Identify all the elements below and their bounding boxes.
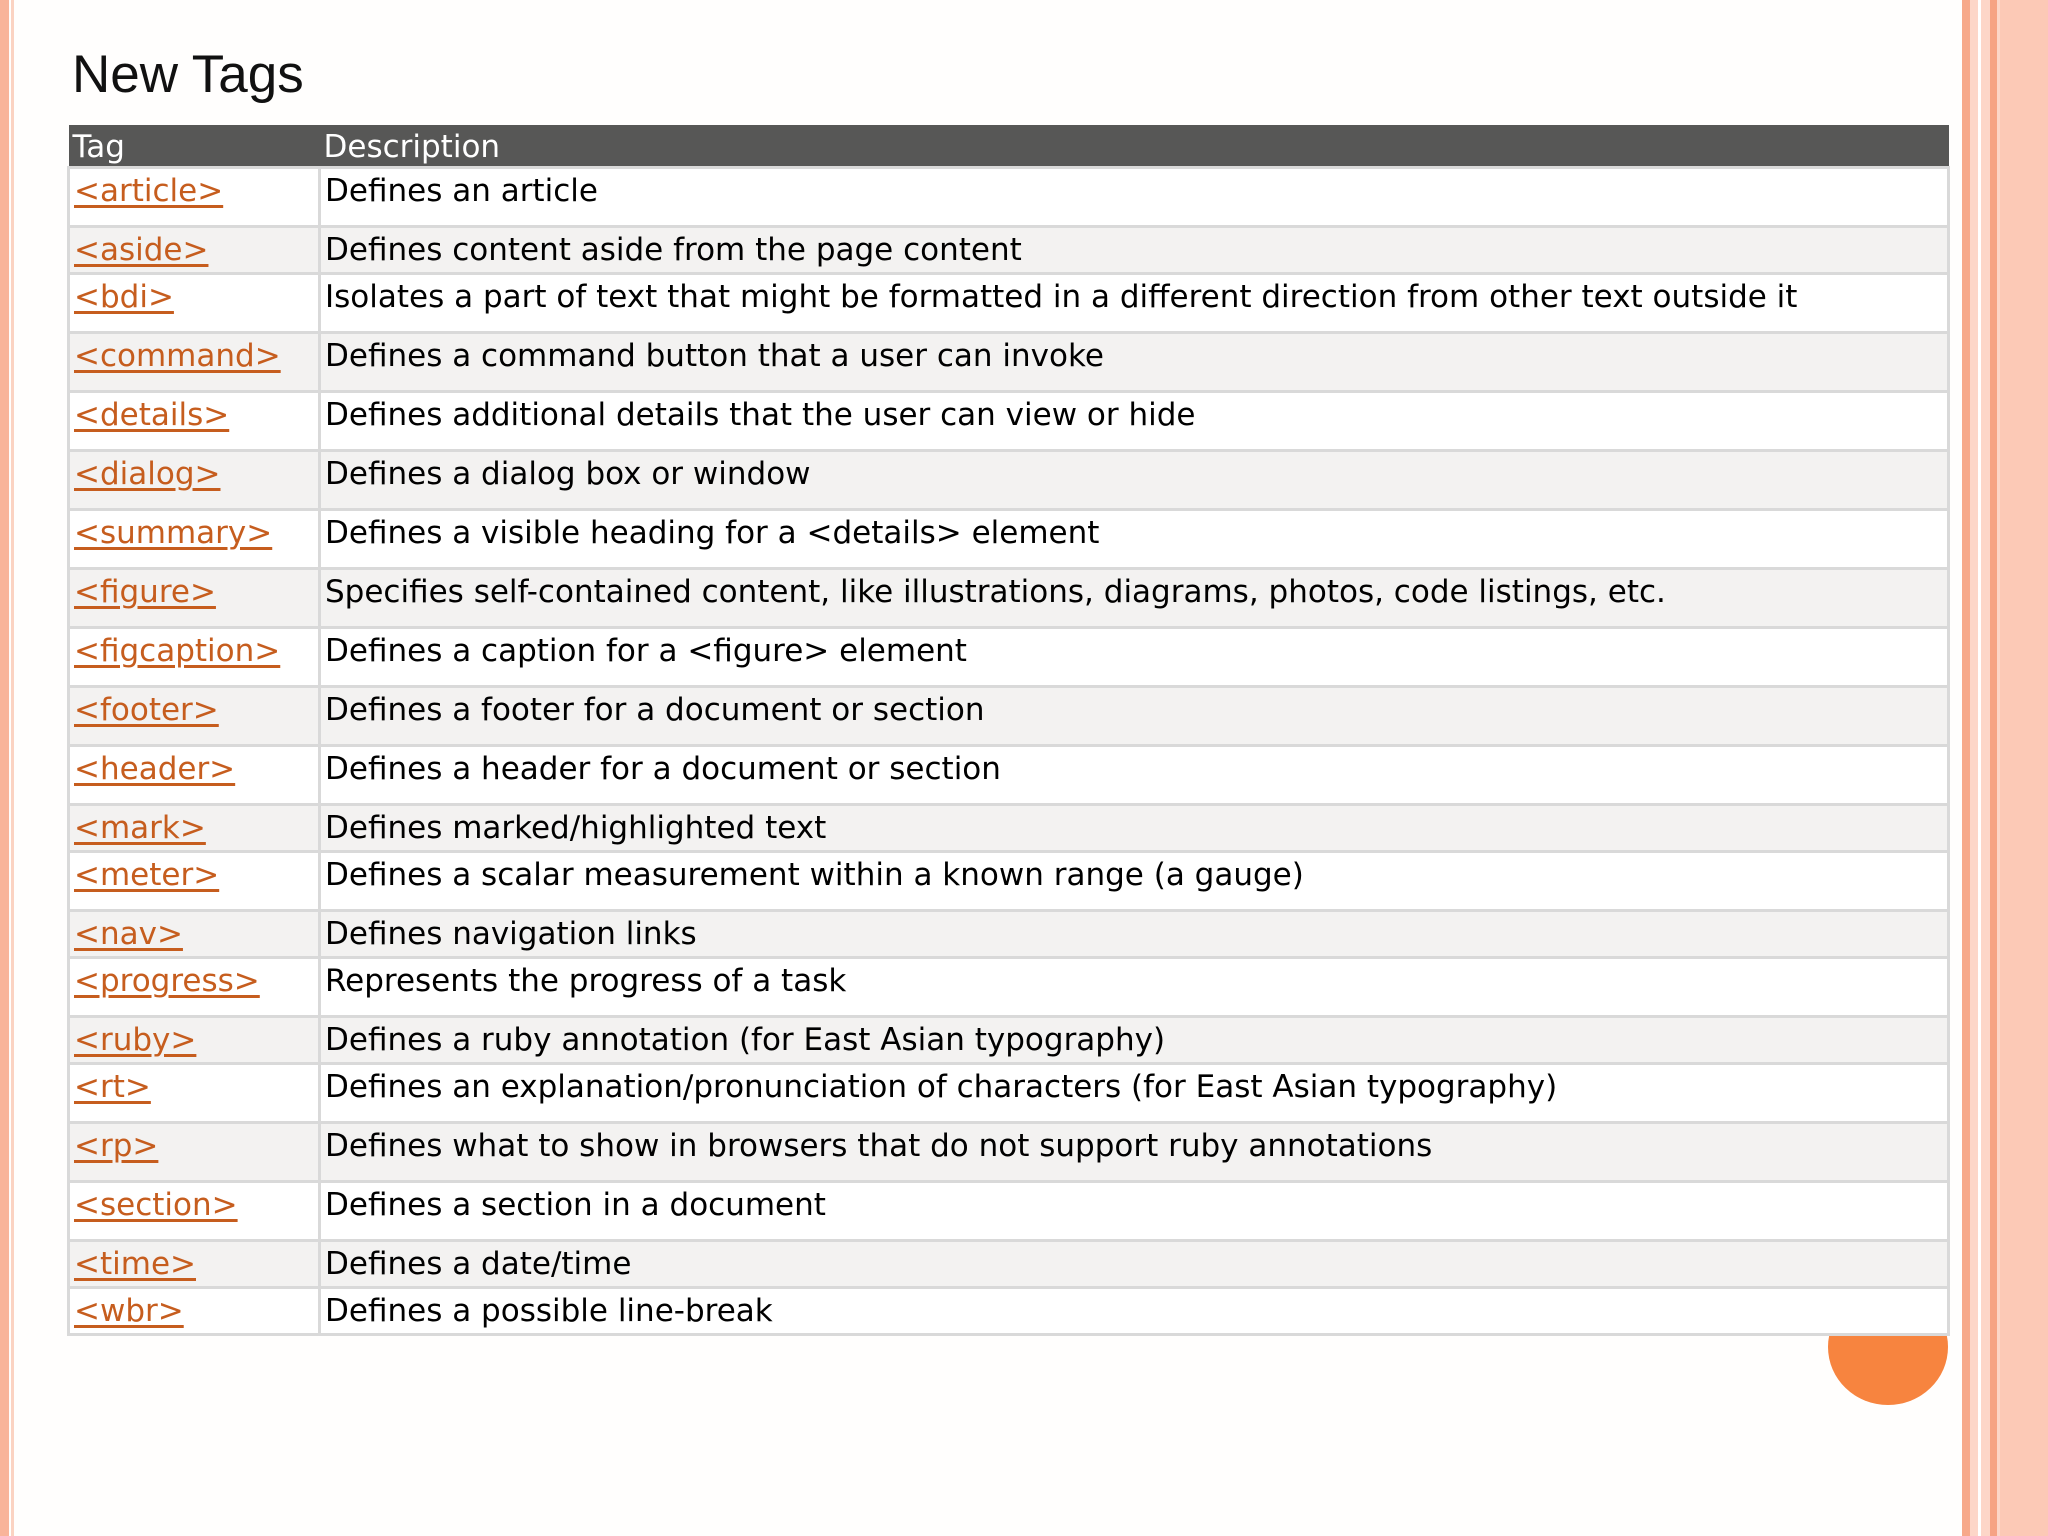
tag-cell: [69, 1123, 320, 1182]
table-row: [69, 392, 1949, 451]
right-decorative-stripe: [1978, 0, 1981, 1536]
description-cell: Defines a header for a document or section: [320, 746, 1949, 805]
table-row: [69, 958, 1949, 1017]
description-cell: Defines additional details that the user can view or hide: [320, 392, 1949, 451]
tag-link[interactable]: <time>: [74, 1246, 196, 1282]
table-row: [69, 911, 1949, 958]
tag-cell: [69, 1064, 320, 1123]
description-cell: Defines a ruby annotation (for East Asian typography): [320, 1017, 1949, 1064]
tag-link[interactable]: <ruby>: [74, 1022, 197, 1058]
right-decorative-stripe: [1990, 0, 1997, 1536]
tag-link[interactable]: <command>: [74, 338, 281, 374]
table-row: [69, 852, 1949, 911]
tag-cell: [69, 1288, 320, 1335]
table-row: [69, 333, 1949, 392]
tag-link[interactable]: <article>: [74, 173, 224, 209]
description-cell: Represents the progress of a task: [320, 958, 1949, 1017]
description-cell: Defines a date/time: [320, 1241, 1949, 1288]
left-decorative-border-inner: [11, 0, 14, 1536]
column-header-tag: Tag: [69, 125, 320, 168]
tag-link[interactable]: <footer>: [74, 692, 219, 728]
description-cell: Defines a command button that a user can invoke: [320, 333, 1949, 392]
tag-cell: [69, 333, 320, 392]
tag-cell: [69, 687, 320, 746]
description-cell: Defines navigation links: [320, 911, 1949, 958]
table-row: [69, 687, 1949, 746]
tag-cell: [69, 392, 320, 451]
tag-cell: [69, 628, 320, 687]
description-cell: Defines an article: [320, 168, 1949, 227]
tag-link[interactable]: <wbr>: [74, 1293, 184, 1329]
tag-link[interactable]: <figcaption>: [74, 633, 281, 669]
table-row: [69, 451, 1949, 510]
column-header-description: Description: [320, 125, 1949, 168]
description-cell: Isolates a part of text that might be formatted in a different direction from other text outside it: [320, 274, 1949, 333]
tag-link[interactable]: <bdi>: [74, 279, 174, 315]
tag-link[interactable]: <details>: [74, 397, 230, 433]
tag-link[interactable]: <section>: [74, 1187, 238, 1223]
tag-link[interactable]: <rp>: [74, 1128, 159, 1164]
tag-cell: [69, 510, 320, 569]
left-decorative-border: [0, 0, 9, 1536]
tag-link[interactable]: <summary>: [74, 515, 273, 551]
description-cell: Defines content aside from the page content: [320, 227, 1949, 274]
tag-cell: [69, 451, 320, 510]
tag-link[interactable]: <mark>: [74, 810, 206, 846]
description-cell: Defines a visible heading for a <details> element: [320, 510, 1949, 569]
tag-cell: [69, 1017, 320, 1064]
tag-cell: [69, 958, 320, 1017]
tag-cell: [69, 1182, 320, 1241]
tag-link[interactable]: <progress>: [74, 963, 260, 999]
table-row: [69, 1064, 1949, 1123]
table-row: [69, 1288, 1949, 1335]
description-cell: Defines a section in a document: [320, 1182, 1949, 1241]
description-cell: Defines marked/highlighted text: [320, 805, 1949, 852]
tag-link[interactable]: <dialog>: [74, 456, 221, 492]
tag-link[interactable]: <figure>: [74, 574, 216, 610]
description-cell: Defines a footer for a document or section: [320, 687, 1949, 746]
table-row: [69, 510, 1949, 569]
table-row: [69, 746, 1949, 805]
tag-link[interactable]: <nav>: [74, 916, 183, 952]
tag-link[interactable]: <rt>: [74, 1069, 151, 1105]
tag-cell: [69, 911, 320, 958]
description-cell: Defines an explanation/pronunciation of characters (for East Asian typography): [320, 1064, 1949, 1123]
description-cell: Defines a scalar measurement within a known range (a gauge): [320, 852, 1949, 911]
new-tags-table: [67, 125, 1950, 1336]
table-row: [69, 227, 1949, 274]
description-cell: Defines what to show in browsers that do not support ruby annotations: [320, 1123, 1949, 1182]
table-row: [69, 1241, 1949, 1288]
right-decorative-stripe: [2000, 0, 2048, 1536]
description-cell: Defines a possible line-break: [320, 1288, 1949, 1335]
description-cell: Defines a dialog box or window: [320, 451, 1949, 510]
table-row: [69, 805, 1949, 852]
tag-cell: [69, 569, 320, 628]
tag-cell: [69, 227, 320, 274]
tag-cell: [69, 852, 320, 911]
table-row: [69, 1182, 1949, 1241]
tag-cell: [69, 274, 320, 333]
slide-title: New Tags: [72, 45, 304, 104]
tag-cell: [69, 746, 320, 805]
table-row: [69, 168, 1949, 227]
table-row: [69, 569, 1949, 628]
tag-link[interactable]: <header>: [74, 751, 236, 787]
tag-cell: [69, 168, 320, 227]
table-header-row: [69, 125, 1949, 168]
table-row: [69, 1123, 1949, 1182]
tag-link[interactable]: <meter>: [74, 857, 220, 893]
right-decorative-stripe: [1962, 0, 1970, 1536]
description-cell: Specifies self-contained content, like illustrations, diagrams, photos, code listings, etc.: [320, 569, 1949, 628]
table-row: [69, 628, 1949, 687]
tag-cell: [69, 805, 320, 852]
description-cell: Defines a caption for a <figure> element: [320, 628, 1949, 687]
table-row: [69, 1017, 1949, 1064]
tag-link[interactable]: <aside>: [74, 232, 209, 268]
tag-cell: [69, 1241, 320, 1288]
table-row: [69, 274, 1949, 333]
